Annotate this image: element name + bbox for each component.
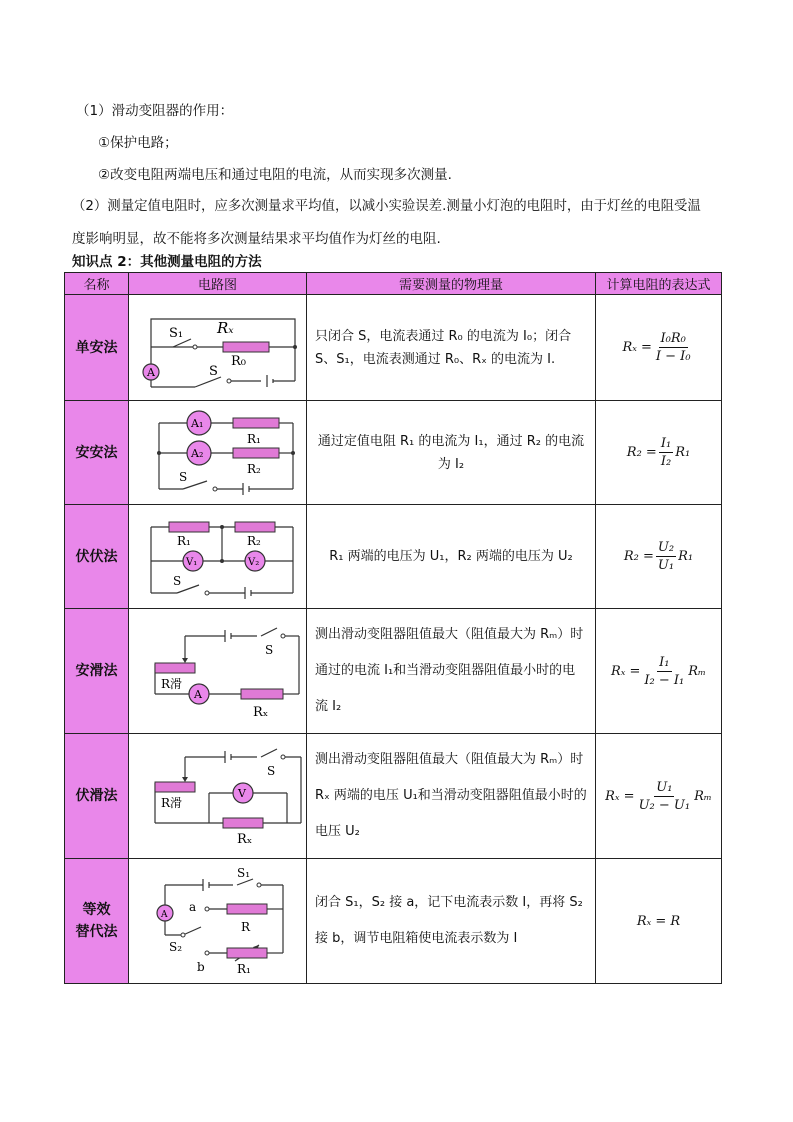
table-row bbox=[65, 859, 722, 984]
intro-line-1: （1）滑动变阻器的作用： bbox=[76, 103, 234, 119]
formula-cell bbox=[596, 734, 722, 859]
voltmeter-v1-icon: V₁ bbox=[185, 556, 197, 568]
formula-denominator: I − I₀ bbox=[655, 349, 691, 364]
label-r1: R₁ bbox=[176, 533, 191, 548]
label-rx: Rₓ bbox=[236, 832, 252, 847]
formula bbox=[611, 655, 706, 688]
label-s: S bbox=[172, 573, 181, 588]
formula-numerator: I₁ bbox=[659, 654, 670, 670]
formula-tail: Rₘ bbox=[694, 788, 712, 804]
table-row bbox=[65, 609, 722, 734]
label-s: S bbox=[208, 363, 218, 379]
formula-denominator: I₂ − I₁ bbox=[644, 672, 685, 688]
circuit-single-ammeter bbox=[133, 297, 303, 395]
ammeter-icon: A bbox=[146, 365, 155, 379]
label-a: a bbox=[188, 900, 196, 914]
label-r: R bbox=[240, 920, 250, 934]
table-row bbox=[65, 401, 722, 505]
formula-lhs: Rₓ = bbox=[605, 788, 635, 804]
method-name: 单安法 bbox=[65, 295, 129, 401]
formula-numerator: U₁ bbox=[656, 779, 673, 795]
quantity-description: 通过定值电阻 R₁ 的电流为 I₁，通过 R₂ 的电流为 I₂ bbox=[307, 401, 596, 505]
formula bbox=[637, 914, 680, 929]
quantity-description: 只闭合 S，电流表通过 R₀ 的电流为 I₀；闭合 S、S₁，电流表测通过 R₀、Rₓ 的电流为 I. bbox=[307, 295, 596, 401]
formula-fraction bbox=[637, 780, 693, 813]
method-name bbox=[65, 859, 129, 984]
circuit-double-ammeter bbox=[133, 403, 303, 499]
formula-lhs: R₂ = bbox=[626, 445, 657, 460]
circuit-voltmeter-rheostat bbox=[133, 739, 303, 849]
formula bbox=[622, 331, 694, 364]
method-name: 伏滑法 bbox=[65, 734, 129, 859]
method-name: 伏伏法 bbox=[65, 505, 129, 609]
formula-numerator: U₂ bbox=[657, 540, 675, 555]
label-s2: S₂ bbox=[168, 940, 182, 954]
formula-lhs: Rₓ = bbox=[622, 340, 652, 355]
intro-line-2: ①保护电路； bbox=[98, 135, 178, 151]
label-s: S bbox=[264, 643, 273, 657]
table-row bbox=[65, 295, 722, 401]
methods-table bbox=[64, 272, 722, 984]
circuit-diagram bbox=[129, 295, 307, 401]
formula-cell bbox=[596, 859, 722, 984]
method-name: 安安法 bbox=[65, 401, 129, 505]
label-b: b bbox=[196, 960, 205, 974]
formula-lhs: R₂ = bbox=[623, 549, 654, 564]
section-heading: 知识点 2：其他测量电阻的方法 bbox=[72, 254, 262, 270]
quantity-description: R₁ 两端的电压为 U₁，R₂ 两端的电压为 U₂ bbox=[307, 505, 596, 609]
formula-lhs: Rₓ = R bbox=[636, 913, 681, 929]
formula-denominator: I₂ bbox=[660, 454, 672, 469]
ammeter-icon: A bbox=[160, 910, 167, 920]
ammeter-icon: A bbox=[193, 688, 202, 701]
circuit-diagram bbox=[129, 734, 307, 859]
header-formula: 计算电阻的表达式 bbox=[596, 273, 722, 295]
quantity-description: 测出滑动变阻器阻值最大（阻值最大为 Rₘ）时 Rₓ 两端的电压 U₁和当滑动变阻器阻值最小时的电压 U₂ bbox=[307, 734, 596, 859]
voltmeter-icon: V bbox=[237, 787, 246, 800]
label-rx: Rₓ bbox=[216, 318, 234, 337]
formula-numerator: I₀R₀ bbox=[660, 331, 686, 346]
table-row bbox=[65, 734, 722, 859]
header-name: 名称 bbox=[65, 273, 129, 295]
circuit-equivalent-substitution bbox=[133, 863, 303, 975]
circuit-double-voltmeter bbox=[133, 507, 303, 603]
formula-cell bbox=[596, 609, 722, 734]
label-r-slide: R滑 bbox=[160, 796, 182, 810]
intro-line-4: （2）测量定值电阻时，应多次测量求平均值，以减小实验误差.测量小灯泡的电阻时，由于灯丝的电阻受温 bbox=[72, 199, 701, 214]
ammeter-a2-icon: A₂ bbox=[190, 446, 203, 460]
circuit-diagram bbox=[129, 505, 307, 609]
formula-denominator: U₂ − U₁ bbox=[638, 797, 691, 813]
label-rx: Rₓ bbox=[252, 705, 268, 720]
formula-cell bbox=[596, 401, 722, 505]
header-diagram: 电路图 bbox=[129, 273, 307, 295]
circuit-diagram bbox=[129, 859, 307, 984]
formula bbox=[624, 540, 693, 573]
label-r1: R₁ bbox=[236, 962, 251, 975]
formula-denominator: U₁ bbox=[657, 558, 675, 573]
label-r-slide: R滑 bbox=[160, 677, 182, 691]
formula-tail: R₁ bbox=[675, 445, 691, 460]
formula-numerator: I₁ bbox=[660, 436, 672, 451]
label-r2: R₂ bbox=[246, 533, 261, 548]
formula bbox=[627, 436, 690, 469]
label-s1: S₁ bbox=[236, 866, 250, 880]
method-name-line-2: 替代法 bbox=[75, 924, 118, 940]
method-name-line-1: 等效 bbox=[82, 902, 111, 918]
formula-cell bbox=[596, 295, 722, 401]
formula-fraction bbox=[642, 655, 686, 688]
formula-fraction bbox=[659, 436, 673, 469]
formula-tail: R₁ bbox=[678, 549, 694, 564]
ammeter-a1-icon: A₁ bbox=[190, 416, 203, 430]
label-s: S bbox=[178, 469, 187, 484]
formula-lhs: Rₓ = bbox=[610, 663, 641, 679]
circuit-ammeter-rheostat bbox=[133, 614, 303, 724]
quantity-description: 测出滑动变阻器阻值最大（阻值最大为 Rₘ）时通过的电流 I₁和当滑动变阻器阻值最小时的电流 I₂ bbox=[307, 609, 596, 734]
quantity-description: 闭合 S₁，S₂ 接 a，记下电流表示数 I，再将 S₂ 接 b，调节电阻箱使电流表示数为 I bbox=[307, 859, 596, 984]
voltmeter-v2-icon: V₂ bbox=[247, 556, 259, 568]
formula bbox=[605, 780, 712, 813]
label-s1: S₁ bbox=[168, 325, 183, 341]
label-r1: R₁ bbox=[246, 431, 261, 446]
method-name: 安滑法 bbox=[65, 609, 129, 734]
header-quantity: 需要测量的物理量 bbox=[307, 273, 596, 295]
formula-cell bbox=[596, 505, 722, 609]
label-r0: R₀ bbox=[230, 353, 246, 369]
formula-tail: Rₘ bbox=[688, 663, 707, 679]
intro-line-5: 度影响明显，故不能将多次测量结果求平均值作为灯丝的电阻. bbox=[72, 231, 441, 247]
table-row bbox=[65, 505, 722, 609]
label-r2: R₂ bbox=[246, 461, 261, 476]
label-s: S bbox=[266, 764, 275, 778]
circuit-diagram bbox=[129, 609, 307, 734]
intro-line-3: ②改变电阻两端电压和通过电阻的电流，从而实现多次测量. bbox=[98, 167, 452, 183]
table-header-row bbox=[65, 273, 722, 295]
circuit-diagram bbox=[129, 401, 307, 505]
formula-fraction bbox=[656, 540, 676, 573]
formula-fraction bbox=[654, 331, 693, 364]
